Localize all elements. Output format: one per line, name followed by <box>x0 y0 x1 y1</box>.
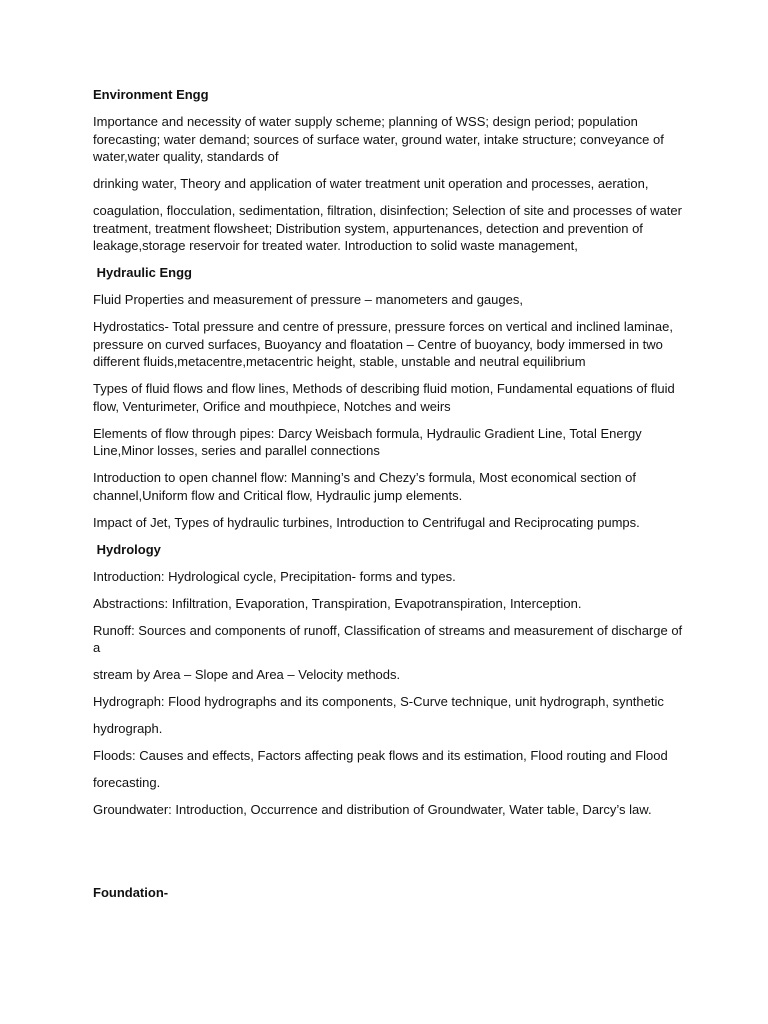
paragraph: Runoff: Sources and components of runoff, Classification of streams and measurement of discharge of a <box>93 622 683 655</box>
section-heading-foundation: Foundation- <box>93 885 169 900</box>
paragraph: stream by Area – Slope and Area – Velocity methods. <box>93 667 401 682</box>
paragraph: Elements of flow through pipes: Darcy Weisbach formula, Hydraulic Gradient Line, Total Energy Line,Minor losses, series and parallel connections <box>93 425 642 458</box>
paragraph: coagulation, flocculation, sedimentation, filtration, disinfection; Selection of site and processes of water treatment, treatment flowsheet; Distribution system, appurtenances, detection and prevention of leakage,storage reservoir for treated water. Introduction to solid waste management, <box>93 203 682 253</box>
paragraph: Introduction to open channel flow: Manning’s and Chezy’s formula, Most economical section of channel,Uniform flow and Critical flow, Hydraulic jump elements. <box>93 470 636 503</box>
section-heading-hydraulic-engg: Hydraulic Engg <box>93 265 192 280</box>
paragraph: Types of fluid flows and flow lines, Methods of describing fluid motion, Fundamental equations of fluid flow, Venturimeter, Orifice and mouthpiece, Notches and weirs <box>93 381 675 414</box>
paragraph: Abstractions: Infiltration, Evaporation, Transpiration, Evapotranspiration, Interception. <box>93 595 582 611</box>
paragraph: Introduction: Hydrological cycle, Precipitation- forms and types. <box>93 568 456 584</box>
paragraph: Impact of Jet, Types of hydraulic turbines, Introduction to Centrifugal and Reciprocating pumps. <box>93 514 640 530</box>
document-page <box>93 86 683 911</box>
paragraph: Groundwater: Introduction, Occurrence and distribution of Groundwater, Water table, Darcy’s law. <box>93 802 652 817</box>
blank-space <box>93 828 683 884</box>
paragraph: drinking water, Theory and application of water treatment unit operation and processes, aeration, <box>93 176 649 191</box>
section-heading-environment-engg: Environment Engg <box>93 87 209 102</box>
paragraph: forecasting. <box>93 775 161 790</box>
section-heading-hydrology: Hydrology <box>93 541 161 557</box>
paragraph: Hydrograph: Flood hydrographs and its components, S-Curve technique, unit hydrograph, synthetic <box>93 694 664 709</box>
paragraph: Importance and necessity of water supply scheme; planning of WSS; design period; population forecasting; water demand; sources of surface water, ground water, intake structure; conveyance of water,water quality, standards of <box>93 114 664 164</box>
paragraph: Hydrostatics- Total pressure and centre of pressure, pressure forces on vertical and inclined laminae, pressure on curved surfaces, Buoyancy and floatation – Centre of buoyancy, body immersed in two different fluids,metacentre,metacentric height, stable, unstable and neutral equilibrium <box>93 319 673 369</box>
paragraph: Fluid Properties and measurement of pressure – manometers and gauges, <box>93 292 523 307</box>
paragraph: hydrograph. <box>93 721 163 736</box>
paragraph: Floods: Causes and effects, Factors affecting peak flows and its estimation, Flood routing and Flood <box>93 748 668 763</box>
